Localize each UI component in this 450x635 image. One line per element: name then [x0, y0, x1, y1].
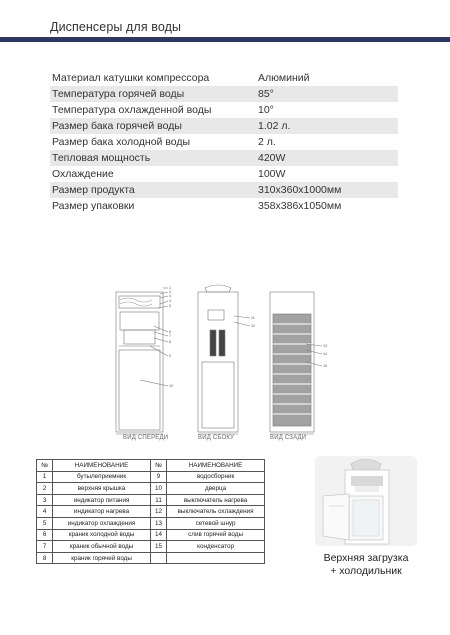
part-number-cell: 11	[150, 494, 166, 506]
spec-row	[50, 102, 398, 118]
callout-4: 4	[169, 299, 171, 303]
callout-13: 13	[323, 344, 327, 348]
part-name-cell: краник горячей воды	[53, 552, 151, 564]
back-view-drawing	[270, 292, 322, 434]
part-number-cell: 1	[37, 471, 53, 483]
parts-table	[36, 459, 265, 564]
table-row	[37, 517, 265, 529]
part-number-cell: 12	[150, 506, 166, 518]
part-number-cell: 4	[37, 506, 53, 518]
spec-value: Алюминий	[258, 72, 310, 84]
spec-value: 1.02 л.	[258, 120, 291, 132]
callout-2: 2	[169, 290, 171, 294]
callout-12: 12	[251, 324, 255, 328]
product-photo	[315, 456, 417, 546]
part-name-cell: верхняя крышка	[53, 483, 151, 495]
spec-value: 358x386x1050мм	[258, 200, 342, 212]
part-number-cell: 13	[150, 517, 166, 529]
spec-name: Материал катушки компрессора	[52, 72, 210, 84]
callout-6: 6	[169, 330, 171, 334]
spec-name: Размер бака холодной воды	[52, 136, 191, 148]
spec-name: Температура горячей воды	[52, 88, 185, 100]
callout-11: 11	[251, 316, 255, 320]
spec-value: 420W	[258, 152, 286, 164]
spec-value: 310x360x1000мм	[258, 184, 342, 196]
part-name-cell: индикатор охлаждения	[53, 517, 151, 529]
side-callouts	[251, 316, 255, 328]
part-name-cell: краник холодной воды	[53, 529, 151, 541]
spec-value: 2 л.	[258, 136, 276, 148]
spec-row	[50, 86, 398, 102]
side-view-label: ВИД СБОКУ	[198, 435, 235, 441]
part-number-cell: 8	[37, 552, 53, 564]
part-number-cell: 14	[150, 529, 166, 541]
table-row	[37, 552, 265, 564]
part-name-cell: дверца	[167, 483, 265, 495]
table-row	[37, 541, 265, 553]
spec-name: Размер упаковки	[52, 200, 135, 212]
callout-1: 1	[169, 286, 171, 290]
part-name-cell: слив горячей воды	[167, 529, 265, 541]
callout-7: 7	[169, 334, 171, 338]
spec-value: 100W	[258, 168, 286, 180]
part-name-cell: конденсатор	[167, 541, 265, 553]
page-header	[0, 0, 450, 42]
table-row	[37, 483, 265, 495]
part-number-cell: 9	[150, 471, 166, 483]
part-name-cell: бутылеприемник	[53, 471, 151, 483]
spec-value: 10°	[258, 104, 274, 116]
spec-row	[50, 134, 398, 150]
caption-line-2: + холодильник	[330, 565, 402, 577]
callout-3: 3	[169, 294, 171, 298]
spec-name: Размер продукта	[52, 184, 135, 196]
callout-14: 14	[323, 352, 327, 356]
side-view-drawing	[198, 285, 250, 434]
spec-name: Температура охлажденной воды	[52, 104, 212, 116]
spec-row	[50, 150, 398, 166]
spec-row	[50, 70, 398, 86]
part-number-cell: 2	[37, 483, 53, 495]
caption-line-1: Верхняя загрузка	[323, 552, 409, 564]
front-view-label: ВИД СПЕРЕДИ	[123, 435, 169, 441]
page-title: Диспенсеры для воды	[50, 20, 182, 34]
part-name-cell: выключатель охлаждения	[167, 506, 265, 518]
product-caption	[300, 552, 432, 578]
header-num-2: №	[150, 460, 166, 472]
callout-15: 15	[323, 364, 327, 368]
header-num-1: №	[37, 460, 53, 472]
table-row	[37, 494, 265, 506]
part-number-cell: 7	[37, 541, 53, 553]
header-name-1: НАИМЕНОВАНИЕ	[53, 460, 151, 472]
table-row	[37, 529, 265, 541]
specs-table	[50, 70, 398, 214]
spec-row	[50, 182, 398, 198]
spec-name: Охлаждение	[52, 168, 114, 180]
back-view-label: ВИД СЗАДИ	[270, 435, 307, 441]
spec-row	[50, 166, 398, 182]
header-rule	[0, 37, 450, 42]
part-name-cell: краник обычной воды	[53, 541, 151, 553]
parts-table-header	[37, 460, 265, 472]
back-callouts	[323, 344, 327, 368]
part-name-cell	[167, 552, 265, 564]
callout-10: 10	[169, 384, 173, 388]
part-number-cell: 3	[37, 494, 53, 506]
part-number-cell	[150, 552, 166, 564]
part-number-cell: 10	[150, 483, 166, 495]
part-number-cell: 5	[37, 517, 53, 529]
callout-5: 5	[169, 304, 171, 308]
spec-name: Тепловая мощность	[52, 152, 151, 164]
part-number-cell: 6	[37, 529, 53, 541]
callout-8: 8	[169, 340, 171, 344]
part-name-cell: сетевой шнур	[167, 517, 265, 529]
spec-name: Размер бака горячей воды	[52, 120, 182, 132]
spec-value: 85°	[258, 88, 274, 100]
header-name-2: НАИМЕНОВАНИЕ	[167, 460, 265, 472]
part-name-cell: выключатель нагрева	[167, 494, 265, 506]
parts-table-body	[37, 471, 265, 564]
table-row	[37, 471, 265, 483]
spec-row	[50, 118, 398, 134]
callout-9: 9	[169, 354, 171, 358]
front-callouts	[169, 286, 173, 388]
front-view-drawing	[116, 288, 168, 434]
part-number-cell: 15	[150, 541, 166, 553]
spec-row	[50, 198, 398, 214]
part-name-cell: индикатор нагрева	[53, 506, 151, 518]
part-name-cell: индикатор питания	[53, 494, 151, 506]
part-name-cell: водосборник	[167, 471, 265, 483]
table-row	[37, 506, 265, 518]
technical-drawings	[110, 282, 345, 447]
